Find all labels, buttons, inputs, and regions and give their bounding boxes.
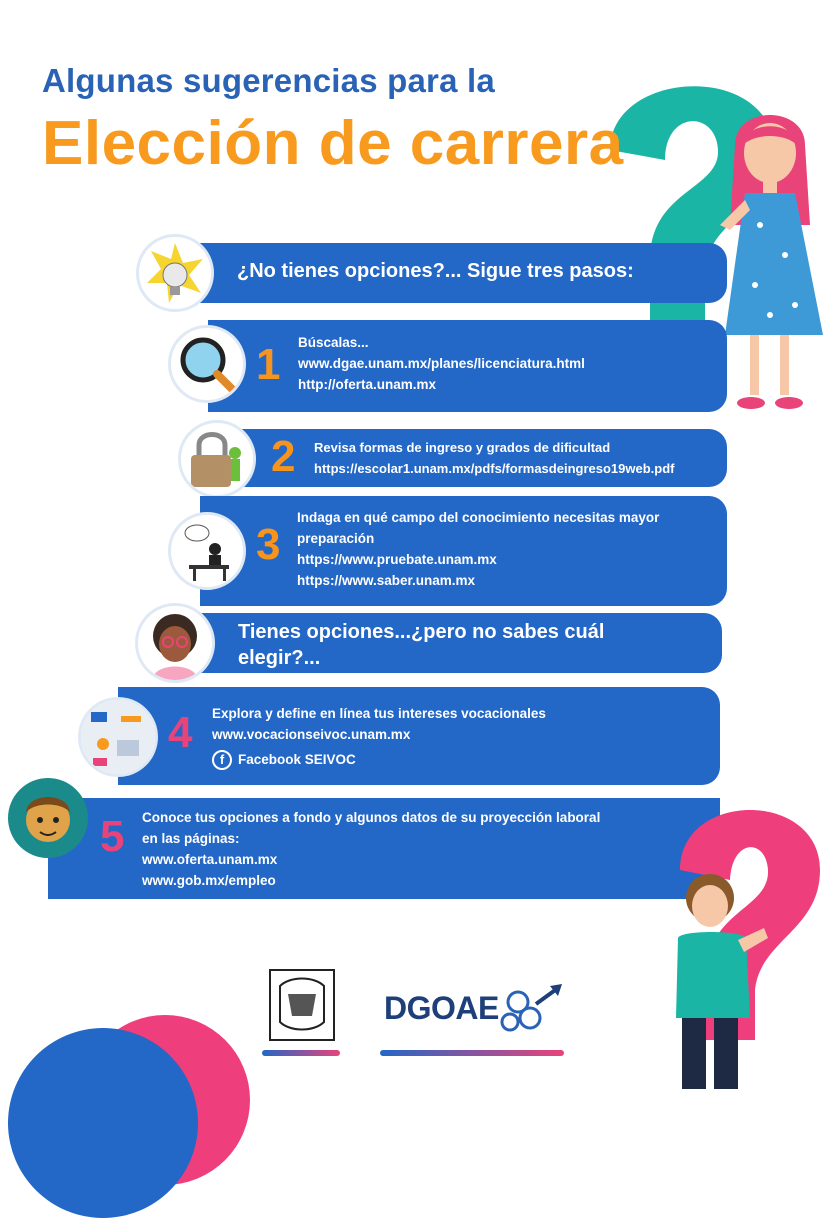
step-4-line: Explora y define en línea tus intereses vocacionales xyxy=(212,706,546,721)
decor-blue-circle xyxy=(8,1028,198,1218)
step-4-number: 4 xyxy=(168,708,193,757)
unam-logo-icon xyxy=(266,966,338,1046)
options-heading-line-2: elegir?... xyxy=(238,647,321,669)
step-3-line-1: Indaga en qué campo del conocimiento necesitas mayor xyxy=(297,510,660,525)
step-5-number: 5 xyxy=(100,812,125,861)
thinking-person-icon xyxy=(168,512,246,590)
step-5-link-oferta[interactable]: www.oferta.unam.mx xyxy=(142,852,278,867)
dgoae-underline xyxy=(380,1050,564,1056)
vocational-collage-icon xyxy=(78,697,158,777)
step-2-panel xyxy=(222,429,727,487)
facebook-link[interactable] xyxy=(212,749,546,770)
step-5-line-2: en las páginas: xyxy=(142,831,240,846)
step-1-link-oferta[interactable]: http://oferta.unam.mx xyxy=(298,377,437,392)
title-line-2: Elección de carrera xyxy=(42,109,624,178)
dgoae-logo-text: DGOAE xyxy=(384,990,499,1026)
step-1-text xyxy=(298,332,585,395)
step-2-link[interactable]: https://escolar1.unam.mx/pdfs/formasdeingreso19web.pdf xyxy=(314,461,675,476)
options-heading xyxy=(238,619,604,671)
options-heading-line-1: Tienes opciones...¿pero no sabes cuál xyxy=(238,621,605,643)
step-2-line: Revisa formas de ingreso y grados de dificultad xyxy=(314,440,611,455)
step-5-line-1: Conoce tus opciones a fondo y algunos datos de su proyección laboral xyxy=(142,810,601,825)
padlock-icon xyxy=(178,420,256,498)
woman-with-glasses-icon xyxy=(135,603,215,683)
step-1-panel xyxy=(208,320,727,412)
unam-underline xyxy=(262,1050,340,1056)
step-4-link[interactable]: www.vocacionseivoc.unam.mx xyxy=(212,727,411,742)
boy-illustration xyxy=(668,868,778,1089)
facebook-icon: f xyxy=(212,750,232,770)
step-3-line-2: preparación xyxy=(297,531,375,546)
step-5-panel xyxy=(48,798,720,899)
facebook-label: Facebook SEIVOC xyxy=(238,752,356,767)
step-1-link-dgae[interactable]: www.dgae.unam.mx/planes/licenciatura.html xyxy=(298,356,585,371)
lightbulb-icon xyxy=(136,234,214,312)
step-2-number: 2 xyxy=(271,432,296,481)
no-options-heading: ¿No tienes opciones?... Sigue tres pasos: xyxy=(237,260,634,282)
step-5-link-gob[interactable]: www.gob.mx/empleo xyxy=(142,873,276,888)
step-4-text xyxy=(212,703,546,770)
step-3-number: 3 xyxy=(256,520,281,569)
dgoae-logo-icon xyxy=(496,982,566,1038)
title-line-1: Algunas sugerencias para la xyxy=(42,62,495,99)
step-1-line: Búscalas... xyxy=(298,335,369,350)
no-options-banner xyxy=(175,243,727,303)
step-4-panel xyxy=(118,687,720,785)
step-1-number: 1 xyxy=(256,340,281,389)
options-banner xyxy=(176,613,722,673)
step-3-link-pruebate[interactable]: https://www.pruebate.unam.mx xyxy=(297,552,497,567)
step-3-text xyxy=(297,507,659,591)
magnifier-icon xyxy=(168,325,246,403)
step-3-link-saber[interactable]: https://www.saber.unam.mx xyxy=(297,573,476,588)
step-5-text xyxy=(142,807,600,891)
step-2-text xyxy=(314,437,674,479)
cartoon-face-icon xyxy=(8,778,88,858)
